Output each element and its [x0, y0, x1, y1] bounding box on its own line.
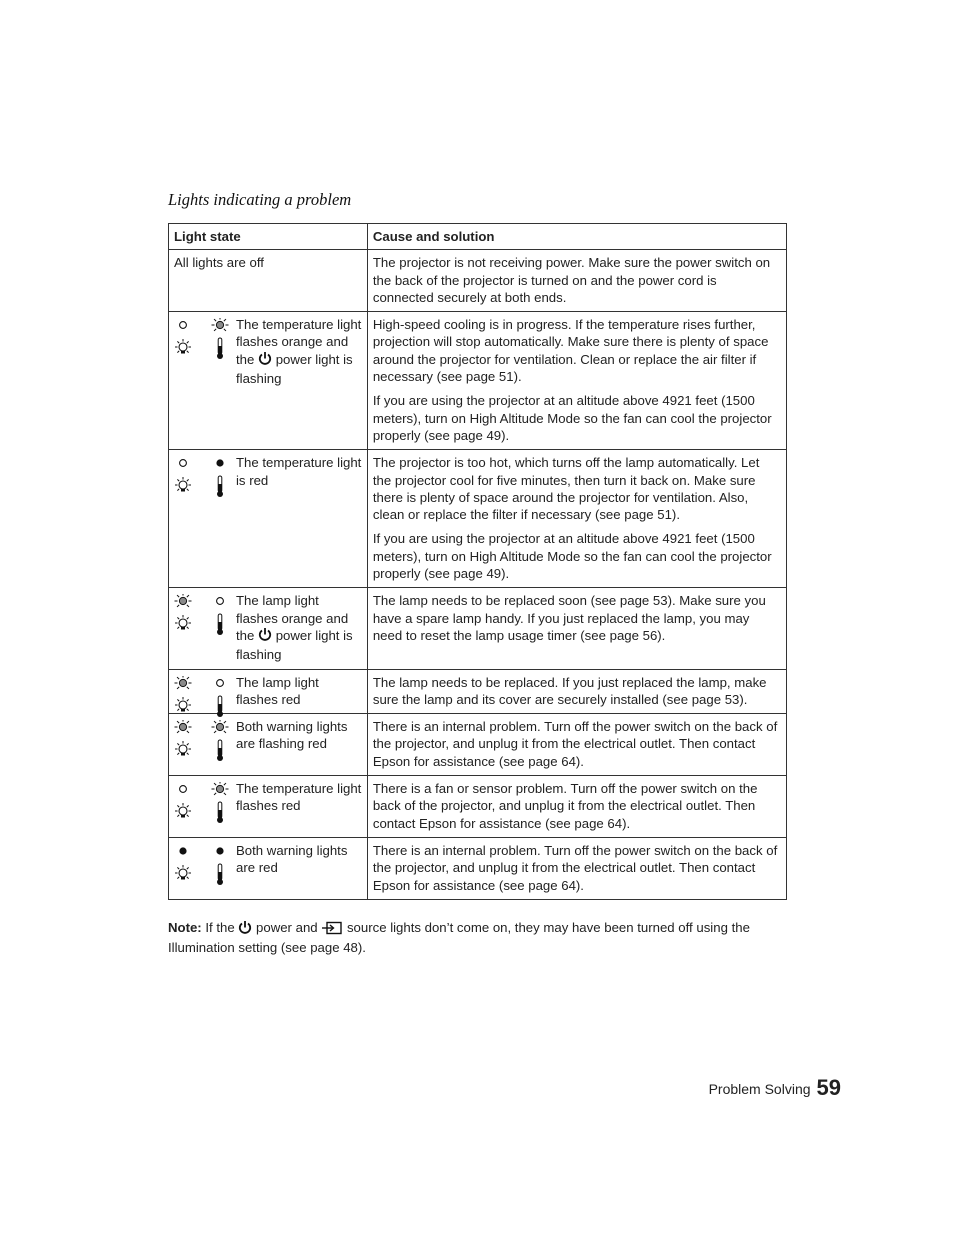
note [168, 919, 788, 957]
cause-cell [367, 714, 786, 776]
temperature-light-icon [210, 844, 232, 894]
high-altitude-mode-setting: High Altitude Mode [469, 548, 581, 564]
source-icon [321, 921, 343, 939]
light-state-cell [169, 588, 368, 669]
light-state-text: The temperature light is red [236, 455, 362, 488]
table-row [169, 837, 787, 899]
power-icon [258, 627, 272, 646]
cause-text: There is a fan or sensor problem. Turn off the power switch on the back of the projector, and unplug it from the electrical outlet. Then contact Epson for assistance (see page 64). [372, 781, 758, 831]
header-cause: Cause and solution [367, 224, 786, 250]
high-altitude-mode-setting: High Altitude Mode [469, 410, 581, 426]
note-text: power and [252, 920, 322, 935]
note-text: If the [201, 920, 239, 935]
cause-text: The lamp needs to be replaced. If you just replaced the lamp, make sure the lamp and its cover are securely installed (see page 53). [372, 674, 767, 707]
section-name: Problem Solving [708, 1081, 811, 1097]
table-row [169, 776, 787, 838]
cause-cell [367, 250, 786, 312]
temperature-light-icon [210, 782, 232, 832]
light-state-cell [169, 714, 368, 776]
table-row [169, 588, 787, 669]
lamp-light-icon [173, 456, 195, 506]
section-title: Lights indicating a problem [168, 190, 352, 209]
indicator-icons [173, 784, 235, 828]
cause-text: High-speed cooling is in progress. If the temperature rises further, projection will stop automatically. Make sure there is plenty of space around the projector for ventilation. Clean or replace the air filter if necessary (see page 51). [372, 317, 769, 385]
lamp-light-icon [173, 720, 195, 770]
cause-text: The projector is not receiving power. Make sure the power switch on the back of the projector is turned on and the power cord is connected securely at both ends. [372, 255, 771, 305]
table-row [169, 714, 787, 776]
indicator-icons [173, 846, 235, 890]
power-icon [238, 920, 252, 939]
cause-text: The projector is too hot, which turns off the lamp automatically. Let the projector cool for five minutes, then turn it back on. Make sure there is plenty of space around the projector for ventilation. Also, clean or replace the filter if necessary (see page 51). [372, 455, 760, 523]
light-state-text: The lamp light flashes red [236, 674, 319, 707]
light-state-cell [169, 312, 368, 450]
light-state-cell [169, 450, 368, 588]
temperature-light-icon [210, 594, 232, 644]
cause-cell [367, 776, 786, 838]
temperature-light-icon [210, 318, 232, 368]
table-row [169, 450, 787, 588]
indicator-icons [173, 722, 235, 766]
lamp-light-icon [173, 782, 195, 832]
page-footer [709, 1075, 841, 1101]
cause-cell [367, 312, 786, 450]
power-icon [258, 351, 272, 370]
cause-cell [367, 588, 786, 669]
light-state-text: Both warning lights are flashing red [236, 719, 348, 752]
light-state-cell [169, 837, 368, 899]
header-light-state: Light state [169, 224, 368, 250]
table-row [169, 669, 787, 714]
light-state-cell [169, 250, 368, 312]
note-text: source lights don’t come on, they may have been turned off using the [343, 920, 750, 935]
light-state-cell [169, 669, 368, 714]
indicator-icons [173, 458, 235, 502]
cause-text: If you are using the projector at an altitude above 4921 feet (1500 meters), turn on High Altitude Mode so the fan can cool the projector properly (see page 49). [372, 531, 772, 582]
light-state-text: The lamp light flashes orange and the power light is flashing [236, 593, 353, 663]
light-state-text: The temperature light flashes orange and the power light is flashing [236, 317, 362, 387]
lamp-light-icon [173, 844, 195, 894]
light-state-text: All lights are off [174, 255, 264, 271]
cause-cell [367, 669, 786, 714]
lights-table [168, 223, 787, 900]
cause-text: There is an internal problem. Turn off the power switch on the back of the projector, and unplug it from the electrical outlet. Then contact Epson for assistance (see page 64). [372, 842, 778, 893]
cause-cell [367, 837, 786, 899]
indicator-icons [173, 320, 235, 364]
cause-text: There is an internal problem. Turn off the power switch on the back of the projector, and unplug it from the electrical outlet. Then contact Epson for assistance (see page 64). [372, 719, 778, 769]
indicator-icons [173, 596, 235, 640]
light-state-text: The temperature light flashes red [236, 781, 362, 814]
temperature-light-icon [210, 456, 232, 506]
table-row [169, 250, 787, 312]
light-state-cell [169, 776, 368, 838]
note-text: setting (see page 48). [234, 940, 366, 956]
lamp-light-icon [173, 594, 195, 644]
lamp-light-icon [173, 318, 195, 368]
cause-cell [367, 450, 786, 588]
cause-text: If you are using the projector at an altitude above 4921 feet (1500 meters), turn on High Altitude Mode so the fan can cool the projector properly (see page 49). [372, 393, 772, 443]
light-state-text: Both warning lights are red [236, 842, 348, 876]
table-row [169, 312, 787, 450]
note-label: Note: [168, 920, 202, 935]
table-header-row [169, 224, 787, 250]
illumination-setting: Illumination [168, 940, 235, 956]
temperature-light-icon [210, 720, 232, 770]
page-number: 59 [816, 1075, 841, 1100]
cause-text: The lamp needs to be replaced soon (see page 53). Make sure you have a spare lamp handy. If you just replaced the lamp, you may need to reset the lamp usage timer (see page 56). [372, 593, 766, 643]
